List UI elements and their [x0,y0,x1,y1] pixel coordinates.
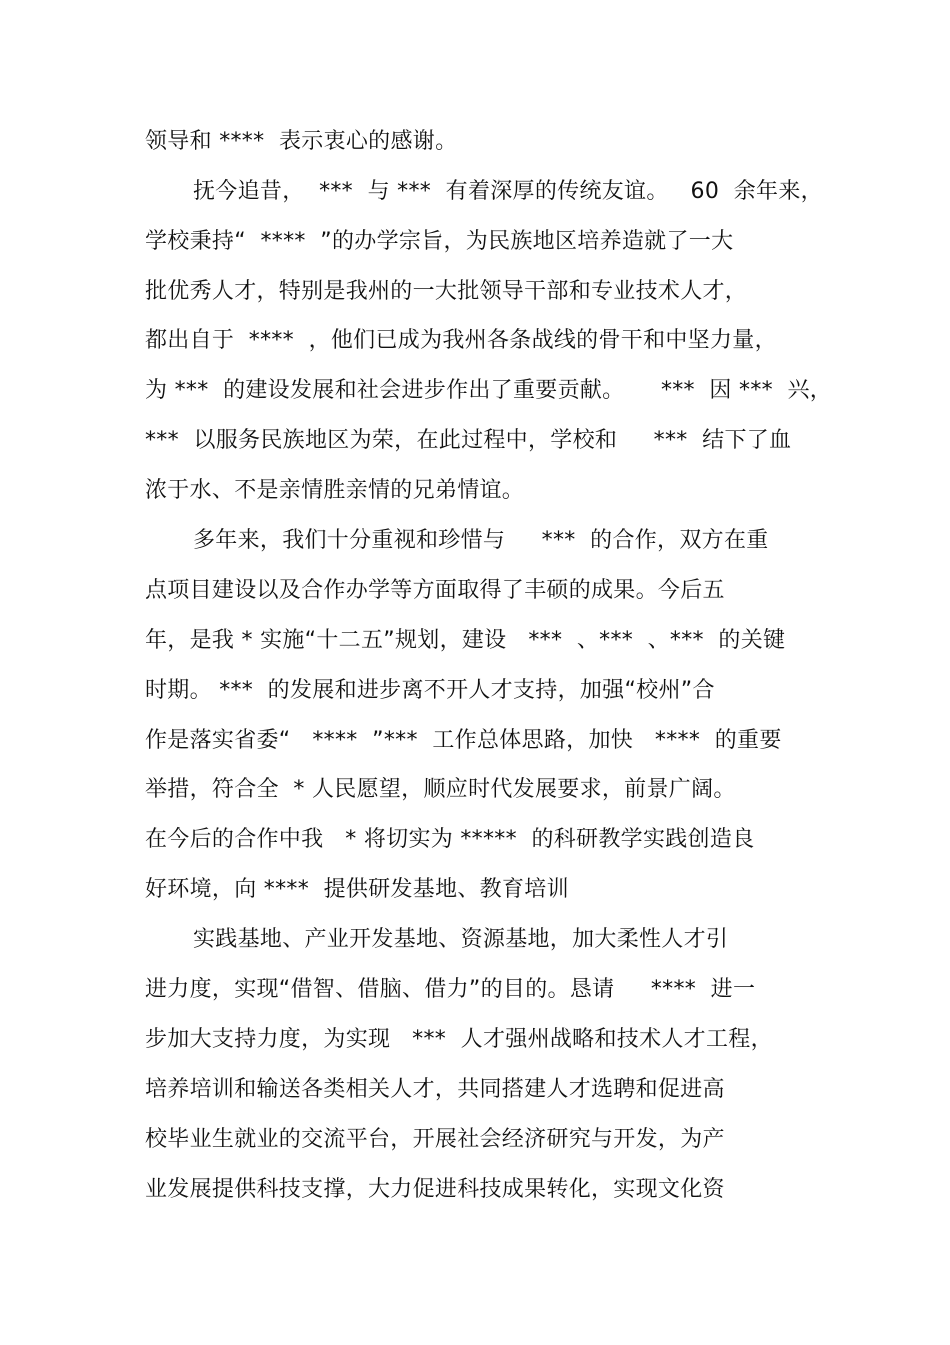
text-line: 年，是我 * 实施“十二五”规划，建设 *** 、*** 、*** 的关键 [145,628,786,653]
text-line: 学校秉持“ **** ”的办学宗旨，为民族地区培养造就了一大 [145,229,734,254]
text-line: 都出自于 **** ，他们已成为我州各条战线的骨干和中坚力量， [145,328,777,353]
text-line: 批优秀人才，特别是我州的一大批领导干部和专业技术人才， [145,279,748,304]
text-line: 业发展提供科技支撑，大力促进科技成果转化，实现文化资 [145,1177,725,1202]
text-line: 步加大支持力度，为实现 *** 人才强州战略和技术人才工程， [145,1027,773,1052]
paragraph-start-line: 多年来，我们十分重视和珍惜与 *** 的合作，双方在重 [193,528,769,553]
text-line: 作是落实省委“ **** ”*** 工作总体思路，加快 **** 的重要 [145,728,782,753]
text-line: 在今后的合作中我 * 将切实为 ***** 的科研教学实践创造良 [145,827,755,852]
text-line: 领导和 **** 表示衷心的感谢。 [145,129,458,154]
paragraph-start-line: 实践基地、产业开发基地、资源基地，加大柔性人才引 [193,927,729,952]
text-line: 浓于水、不是亲情胜亲情的兄弟情谊。 [145,478,525,503]
text-line: 时期。 *** 的发展和进步离不开人才支持，加强“校州”合 [145,678,715,703]
text-line: 进力度，实现“借智、借脑、借力”的目的。恳请 **** 进一 [145,977,756,1002]
text-line: 好环境，向 **** 提供研发基地、教育培训 [145,877,569,902]
text-line: *** 以服务民族地区为荣，在此过程中，学校和 *** 结下了血 [145,428,792,453]
text-line: 举措，符合全 * 人民愿望，顺应时代发展要求，前景广阔。 [145,777,736,802]
paragraph-start-line: 抚今追昔， *** 与 *** 有着深厚的传统友谊。 60 余年来， [193,179,823,204]
text-line: 为 *** 的建设发展和社会进步作出了重要贡献。 *** 因 *** 兴， [145,378,833,403]
text-line: 点项目建设以及合作办学等方面取得了丰硕的成果。今后五 [145,578,725,603]
text-line: 培养培训和输送各类相关人才，共同搭建人才选聘和促进高 [145,1077,725,1102]
text-line: 校毕业生就业的交流平台，开展社会经济研究与开发，为产 [145,1127,725,1152]
